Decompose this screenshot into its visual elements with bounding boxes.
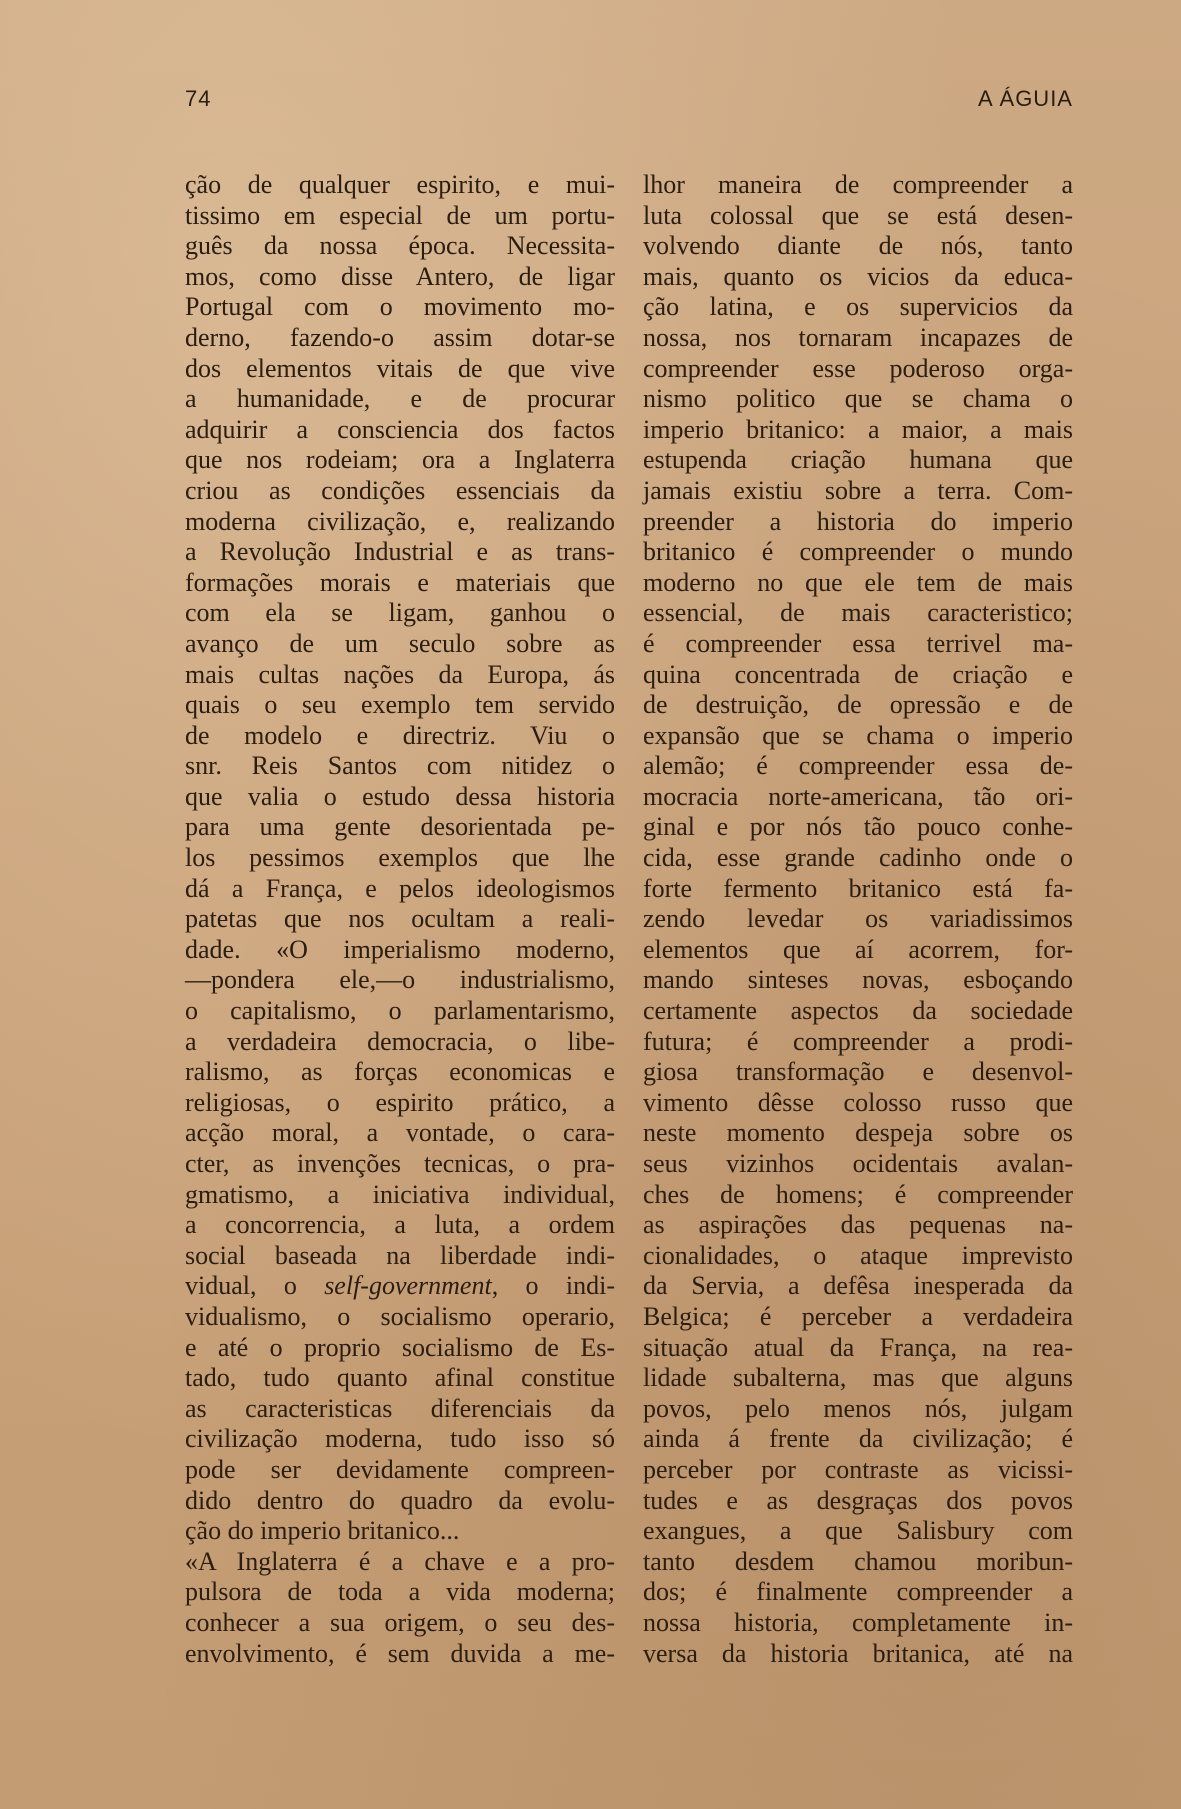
text-line: as caracteristicas diferenciais da: [185, 1393, 615, 1423]
text-line: a verdadeira democracia, o libe-: [185, 1026, 615, 1056]
text-line: povos, pelo menos nós, julgam: [643, 1393, 1073, 1423]
text-line: ches de homens; é compreender: [643, 1179, 1073, 1209]
text-line: civilização moderna, tudo isso só: [185, 1424, 615, 1454]
text-line: expansão que se chama o imperio: [643, 720, 1073, 750]
text-line: preender a historia do imperio: [643, 506, 1073, 536]
text-line: de modelo e directriz. Viu o: [185, 720, 615, 750]
text-line: a humanidade, e de procurar: [185, 384, 615, 414]
text-line: ainda á frente da civilização; é: [643, 1424, 1073, 1454]
text-line: compreender esse poderoso orga-: [643, 353, 1073, 383]
text-line: guês da nossa época. Necessita-: [185, 231, 615, 261]
text-line: dá a França, e pelos ideologismos: [185, 873, 615, 903]
text-line: tudes e as desgraças dos povos: [643, 1485, 1073, 1515]
text-line: estupenda criação humana que: [643, 445, 1073, 475]
text-line: lhor maneira de compreender a: [643, 170, 1073, 199]
text-line: que nos rodeiam; ora a Inglaterra: [185, 445, 615, 475]
text-line: mando sinteses novas, esboçando: [643, 965, 1073, 995]
text-line: acção moral, a vontade, o cara-: [185, 1118, 615, 1148]
text-line: as aspirações das pequenas na-: [643, 1210, 1073, 1240]
text-line: nismo politico que se chama o: [643, 384, 1073, 414]
text-line: para uma gente desorientada pe-: [185, 812, 615, 842]
text-line: neste momento despeja sobre os: [643, 1118, 1073, 1148]
text-line: criou as condições essenciais da: [185, 475, 615, 505]
text-line: —pondera ele,—o industrialismo,: [185, 965, 615, 995]
text-line: gmatismo, a iniciativa individual,: [185, 1179, 615, 1209]
text-line: da Servia, a defêsa inesperada da: [643, 1271, 1073, 1301]
text-line: com ela se ligam, ganhou o: [185, 598, 615, 628]
text-fragment: vidual, o: [185, 1271, 297, 1301]
text-line: avanço de um seculo sobre as: [185, 628, 615, 658]
text-line: situação atual da França, na rea-: [643, 1332, 1073, 1362]
text-line: cter, as invenções tecnicas, o pra-: [185, 1149, 615, 1178]
text-line: ralismo, as forças economicas e: [185, 1057, 615, 1087]
text-line: o capitalismo, o parlamentarismo,: [185, 996, 615, 1026]
text-line: volvendo diante de nós, tanto: [643, 231, 1073, 261]
left-column: [185, 170, 615, 1669]
text-line: é compreender essa terrivel ma-: [643, 628, 1073, 658]
text-line: vimento dêsse colosso russo que: [643, 1087, 1073, 1117]
text-line: tissimo em especial de um portu-: [185, 200, 615, 230]
text-line: derno, fazendo-o assim dotar-se: [185, 322, 615, 352]
text-line: dido dentro do quadro da evolu-: [185, 1485, 615, 1515]
text-line: moderna civilização, e, realizando: [185, 506, 615, 536]
text-line: tanto desdem chamou moribun-: [643, 1546, 1073, 1576]
text-line: los pessimos exemplos que lhe: [185, 843, 615, 873]
text-line: ção latina, e os supervicios da: [643, 292, 1073, 322]
text-line: nossa historia, completamente in-: [643, 1607, 1073, 1637]
text-line: e até o proprio socialismo de Es-: [185, 1332, 615, 1362]
text-line: exangues, a que Salisbury com: [643, 1516, 1073, 1546]
text-line: «A Inglaterra é a chave e a pro-: [185, 1546, 615, 1576]
text-line: que valia o estudo dessa historia: [185, 781, 615, 811]
text-line: patetas que nos ocultam a reali-: [185, 904, 615, 934]
text-line: conhecer a sua origem, o seu des-: [185, 1607, 615, 1637]
text-line: jamais existiu sobre a terra. Com-: [643, 475, 1073, 505]
text-line: tado, tudo quanto afinal constitue: [185, 1363, 615, 1393]
text-line: nossa, nos tornaram incapazes de: [643, 322, 1073, 352]
journal-title: A ÁGUIA: [977, 86, 1073, 111]
text-line: lidade subalterna, mas que alguns: [643, 1363, 1073, 1393]
text-line: perceber por contraste as vicissi-: [643, 1454, 1073, 1484]
text-line: dos; é finalmente compreender a: [643, 1577, 1073, 1607]
text-line: vidualismo, o socialismo operario,: [185, 1301, 615, 1331]
text-line: forte fermento britanico está fa-: [643, 873, 1073, 903]
text-line-with-italic: [185, 1271, 615, 1302]
text-line: alemão; é compreender essa de-: [643, 751, 1073, 781]
text-line: ção do imperio britanico...: [185, 1516, 460, 1546]
text-line: a concorrencia, a luta, a ordem: [185, 1210, 615, 1240]
text-line: social baseada na liberdade indi-: [185, 1240, 615, 1270]
text-line: mais cultas nações da Europa, ás: [185, 659, 615, 689]
text-line: mos, como disse Antero, de ligar: [185, 261, 615, 291]
text-line: futura; é compreender a prodi-: [643, 1026, 1073, 1056]
italic-term: self-government: [324, 1271, 492, 1301]
text-line: snr. Reis Santos com nitidez o: [185, 751, 615, 781]
text-line: seus vizinhos ocidentais avalan-: [643, 1149, 1073, 1178]
text-line: dos elementos vitais de que vive: [185, 353, 615, 383]
text-line: cionalidades, o ataque imprevisto: [643, 1240, 1073, 1270]
text-fragment: , o indi-: [491, 1271, 615, 1301]
text-line: essencial, de mais caracteristico;: [643, 598, 1073, 628]
text-line: a Revolução Industrial e as trans-: [185, 537, 615, 567]
text-line: religiosas, o espirito prático, a: [185, 1087, 615, 1117]
text-line: elementos que aí acorrem, for-: [643, 934, 1073, 964]
text-line: versa da historia britanica, até na: [643, 1638, 1073, 1668]
text-line: cida, esse grande cadinho onde o: [643, 843, 1073, 873]
text-line: quina concentrada de criação e: [643, 659, 1073, 689]
text-line: mocracia norte-americana, tão ori-: [643, 781, 1073, 811]
text-line: mais, quanto os vicios da educa-: [643, 261, 1073, 291]
text-line: britanico é compreender o mundo: [643, 537, 1073, 567]
text-line: pulsora de toda a vida moderna;: [185, 1577, 615, 1607]
text-line: Belgica; é perceber a verdadeira: [643, 1301, 1073, 1331]
text-line: Portugal com o movimento mo-: [185, 292, 615, 322]
text-line: envolvimento, é sem duvida a me-: [185, 1638, 615, 1668]
text-line: formações morais e materiais que: [185, 567, 615, 597]
text-line: luta colossal que se está desen-: [643, 200, 1073, 230]
text-line: adquirir a consciencia dos factos: [185, 414, 615, 444]
text-line: de destruição, de opressão e de: [643, 690, 1073, 720]
text-line: moderno no que ele tem de mais: [643, 567, 1073, 597]
text-line: dade. «O imperialismo moderno,: [185, 934, 615, 964]
text-line: quais o seu exemplo tem servido: [185, 690, 615, 720]
right-column: [643, 170, 1073, 1669]
text-line: pode ser devidamente compreen-: [185, 1454, 615, 1484]
running-head: [185, 86, 1073, 116]
text-line: ginal e por nós tão pouco conhe-: [643, 812, 1073, 842]
text-line: imperio britanico: a maior, a mais: [643, 414, 1073, 444]
text-line: zendo levedar os variadissimos: [643, 904, 1073, 934]
text-line: giosa transformação e desenvol-: [643, 1057, 1073, 1087]
text-line: ção de qualquer espirito, e mui-: [185, 170, 615, 199]
text-line: certamente aspectos da sociedade: [643, 996, 1073, 1026]
page-number: 74: [185, 86, 212, 111]
